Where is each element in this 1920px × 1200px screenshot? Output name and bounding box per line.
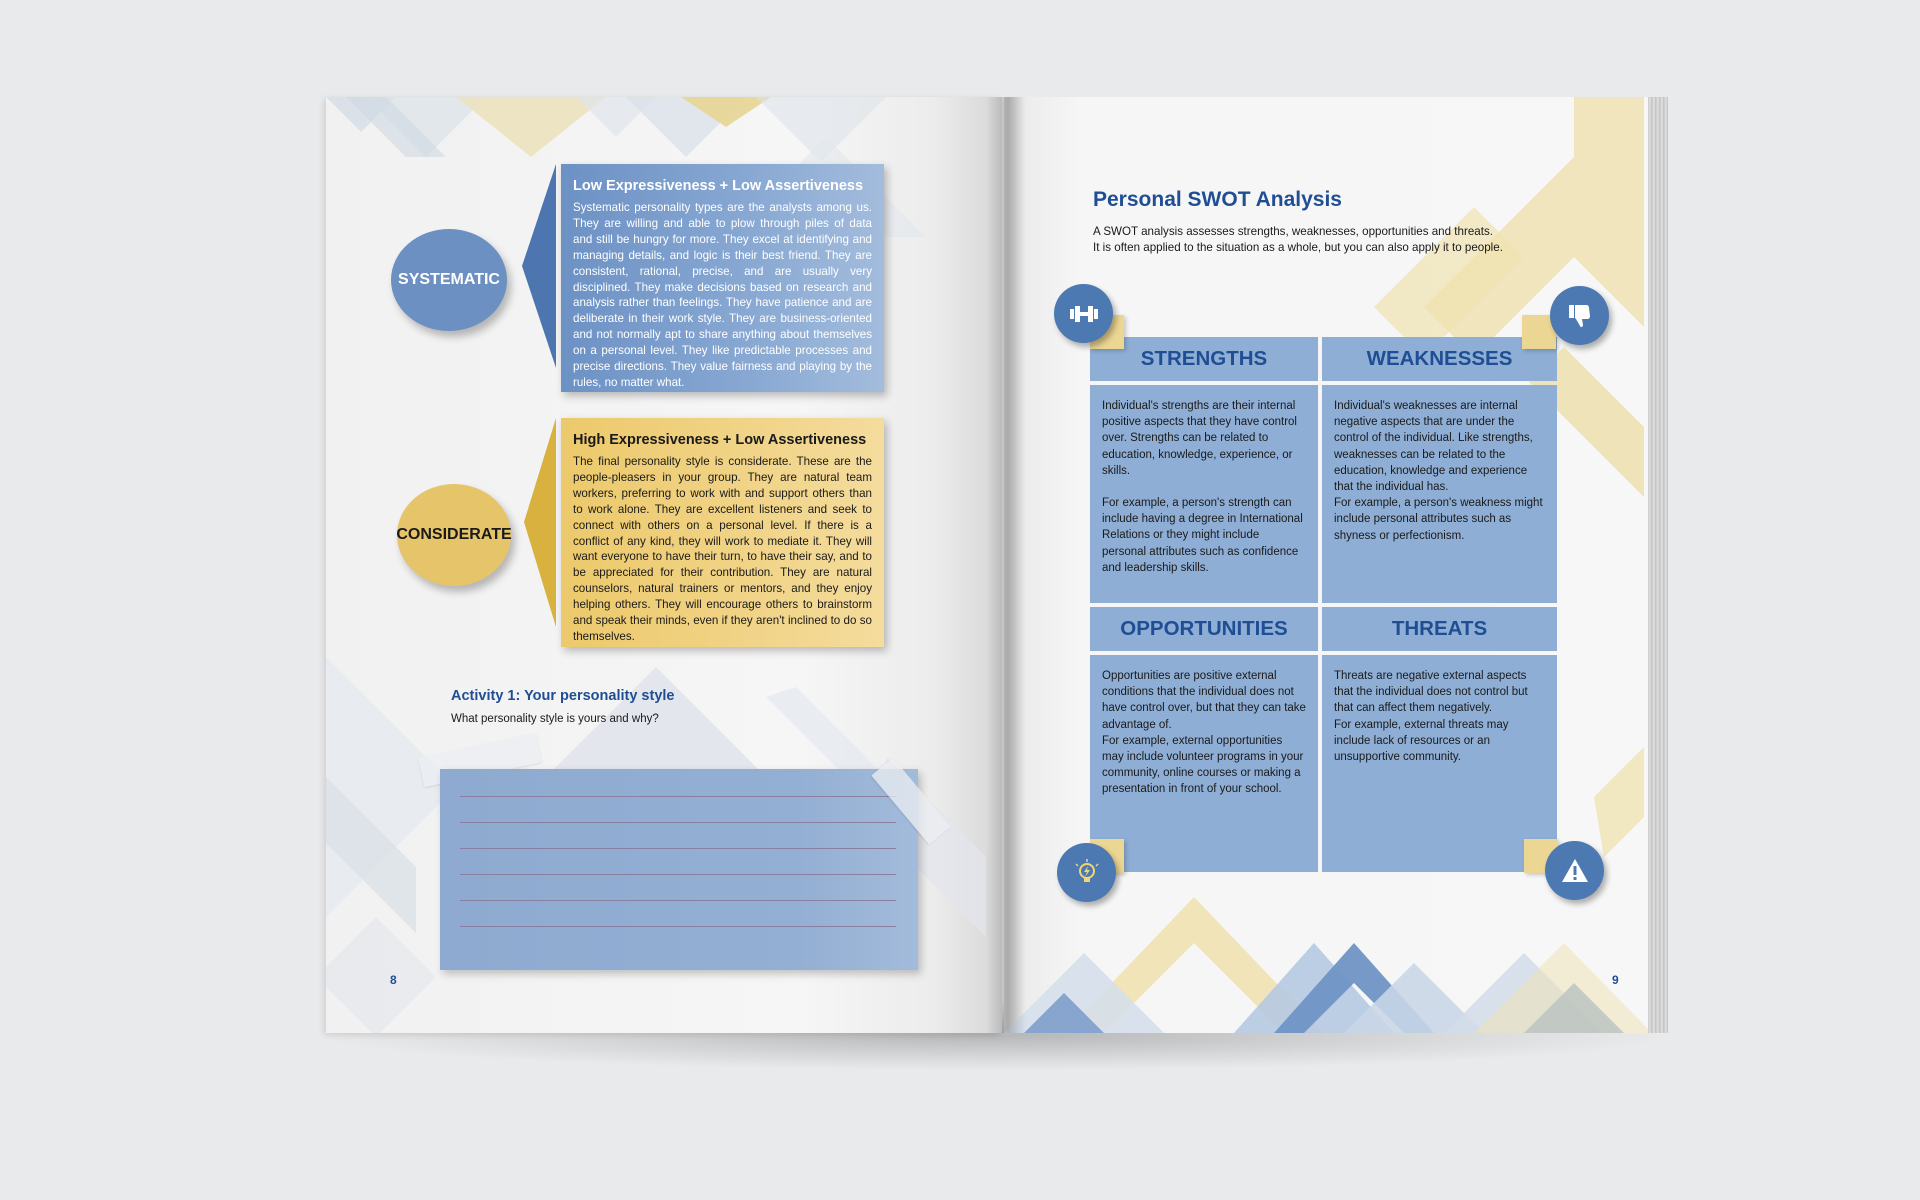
weaknesses-text-2: For example, a person's weakness might include personal attributes such as shyness or perfectionism. <box>1334 497 1543 542</box>
page-edges <box>1648 97 1668 1033</box>
considerate-badge <box>397 484 511 586</box>
thumbs-down-icon <box>1550 286 1609 345</box>
writing-line <box>460 926 896 927</box>
opportunities-label: OPPORTUNITIES <box>1120 617 1288 640</box>
considerate-body: The final personality style is considerate. These are the people-pleasers in your group. They are natural team workers, preferring to work with and support others than to work alone. They are excellent listeners and seek to connect with others on a personal level. If there is a conflict of any kind, they will work to mediate it. They will want everyone to have their turn, to have their say, and to be appreciated for their contribution. They are natural counselors, natural trainers or mentors, and they enjoy helping others. They will encourage others to brainstorm and speak their minds, even if they aren't inclined to do so themselves. <box>573 455 872 643</box>
systematic-description-box <box>561 164 884 392</box>
left-page <box>326 97 1002 1033</box>
lightbulb-icon <box>1057 843 1116 902</box>
considerate-badge-label: CONSIDERATE <box>396 526 512 543</box>
writing-line <box>460 822 896 823</box>
activity-prompt: What personality style is yours and why? <box>451 713 659 725</box>
writing-line <box>460 900 896 901</box>
opportunities-text-2: For example, external opportunities may include volunteer programs in your community, online courses or making a presentation in front of your school. <box>1102 734 1304 796</box>
strengths-body <box>1090 385 1318 603</box>
opportunities-header <box>1090 607 1318 651</box>
systematic-body: Systematic personality types are the analysts among us. They are willing and able to plow through piles of data and still be hungry for more. They excel at identifying and managing details, and logic is their best friend. They are consistent, rational, precise, and are usually very disciplined. They make decisions based on research and analysis rather than feelings. They have patience and are deliberate in their work style. They are business-oriented and not normally apt to share anything about themselves on a personal level. They like predictable processes and precise directions. They value fairness and playing by the rules, no matter what. <box>573 201 872 389</box>
systematic-badge <box>391 229 507 331</box>
swot-intro <box>1093 224 1513 256</box>
open-booklet <box>326 97 1676 1033</box>
swot-title: Personal SWOT Analysis <box>1093 188 1342 211</box>
opportunities-body <box>1090 655 1318 872</box>
threats-body <box>1322 655 1557 872</box>
page-number-right: 9 <box>1612 973 1619 987</box>
writing-line <box>460 848 896 849</box>
opportunities-text-1: Opportunities are positive external conditions that the individual does not have control over, but that they can take advantage of. <box>1102 670 1306 731</box>
weaknesses-text-1: Individual's weaknesses are internal negative aspects that are under the control of the individual. Like strengths, weaknesses can be related to the education, knowledge and experience that the individual has. <box>1334 400 1533 494</box>
writing-line <box>460 796 896 797</box>
strengths-text-1: Individual's strengths are their internal positive aspects that they have control over. Strengths can be related to education, knowledge, experience, or skills. <box>1102 400 1297 477</box>
considerate-heading: High Expressiveness + Low Assertiveness <box>573 432 867 448</box>
page-number-left: 8 <box>390 973 397 987</box>
systematic-badge-label: SYSTEMATIC <box>398 271 500 288</box>
strengths-header <box>1090 337 1318 381</box>
swot-grid <box>1090 337 1557 872</box>
dumbbell-icon <box>1054 284 1113 343</box>
threats-header <box>1322 607 1557 651</box>
writing-line <box>460 874 896 875</box>
swot-intro-line-1: A SWOT analysis assesses strengths, weaknesses, opportunities and threats. <box>1093 225 1493 238</box>
strengths-label: STRENGTHS <box>1140 347 1268 370</box>
weaknesses-body <box>1322 385 1557 603</box>
considerate-description-box <box>561 418 884 647</box>
swot-intro-line-2: It is often applied to the situation as a whole, but you can also apply it to people. <box>1093 241 1503 254</box>
threats-text-2: For example, external threats may include lack of resources or an unsupportive community. <box>1334 718 1509 764</box>
weaknesses-label: WEAKNESSES <box>1366 347 1513 370</box>
activity-title: Activity 1: Your personality style <box>451 688 675 704</box>
systematic-heading: Low Expressiveness + Low Assertiveness <box>573 178 864 194</box>
threats-text-1: Threats are negative external aspects that the individual does not control but that can affect them negatively. <box>1334 670 1528 715</box>
right-page <box>1004 97 1652 1033</box>
threats-label: THREATS <box>1391 617 1488 640</box>
strengths-text-2: For example, a person's strength can include having a degree in International Relations or they might include personal attributes such as confidence and leadership skills. <box>1102 497 1303 574</box>
answer-writing-box[interactable] <box>440 769 918 970</box>
warning-icon <box>1545 841 1604 900</box>
